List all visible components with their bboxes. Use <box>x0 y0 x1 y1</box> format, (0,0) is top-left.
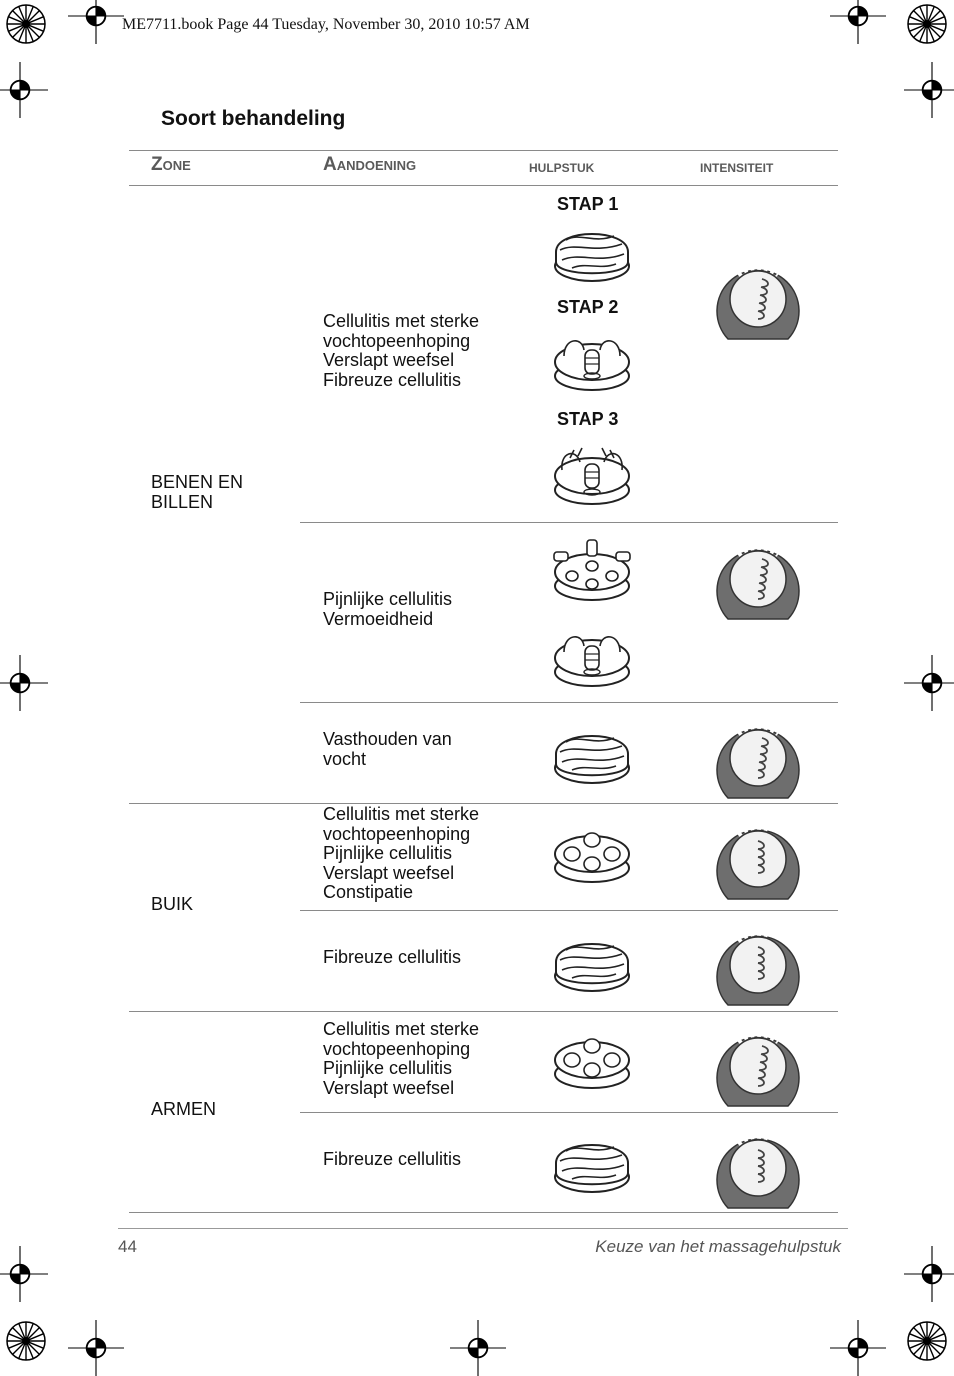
condition-benen-2: Pijnlijke cellulitis Vermoeidheid <box>323 589 453 629</box>
step-label-2: STAP 2 <box>557 297 619 317</box>
crop-registration-mark <box>68 1320 124 1376</box>
column-header-hulpstuk <box>529 157 594 177</box>
intensity-dial-icon <box>716 535 800 621</box>
intensity-dial-icon <box>716 921 800 1007</box>
row-divider <box>300 702 838 703</box>
dense-fingers-attachment-icon <box>552 440 632 506</box>
waves-attachment-icon <box>552 932 632 994</box>
waves-attachment-icon <box>552 724 632 786</box>
crop-registration-mark <box>0 655 48 711</box>
footer-rule <box>118 1228 848 1229</box>
condition-buik-2: Fibreuze cellulitis <box>323 947 462 967</box>
print-slug: ME7711.book Page 44 Tuesday, November 30, 2010 10:57 AM <box>122 16 530 33</box>
crop-registration-mark <box>904 655 954 711</box>
crop-registration-mark <box>450 1320 506 1376</box>
intensity-dial-icon <box>716 815 800 901</box>
row-divider <box>300 1112 838 1113</box>
zone-buik: BUIK <box>151 894 194 914</box>
color-star-mark <box>907 4 947 44</box>
color-star-mark <box>6 4 46 44</box>
table-top-rule <box>129 150 838 151</box>
waves-attachment-icon <box>552 222 632 284</box>
crop-registration-mark <box>830 0 886 44</box>
crop-registration-mark <box>904 1246 954 1302</box>
color-star-mark <box>6 1321 46 1361</box>
row-divider <box>300 910 838 911</box>
crop-registration-mark <box>904 62 954 118</box>
condition-armen-2: Fibreuze cellulitis <box>323 1149 462 1169</box>
intensity-dial-icon <box>716 1124 800 1210</box>
page-number: 44 <box>118 1237 137 1256</box>
fingers-attachment-icon <box>552 326 632 392</box>
section-title: Soort behandeling <box>161 107 346 130</box>
color-star-mark <box>907 1321 947 1361</box>
condition-benen-3: Vasthouden van vocht <box>323 729 452 769</box>
intensity-dial-icon <box>716 1022 800 1108</box>
fingers-attachment-icon <box>552 622 632 688</box>
waves-attachment-icon <box>552 1133 632 1195</box>
column-header-intensiteit <box>700 157 773 177</box>
table-bottom-rule <box>129 1212 838 1213</box>
zone-divider <box>129 803 838 804</box>
column-header-hulpstuk-label: hulpstuk <box>529 157 595 176</box>
condition-benen-1: Cellulitis met sterke vochtopeenhoping Verslapt weefsel Fibreuze cellulitis <box>323 311 480 390</box>
condition-armen-1: Cellulitis met sterke vochtopeenhoping Pijnlijke cellulitis Verslapt weefsel <box>323 1019 480 1098</box>
column-header-intensiteit-label: intensiteit <box>700 157 774 176</box>
balls-attachment-icon <box>552 1026 632 1092</box>
crop-registration-mark <box>830 1320 886 1376</box>
table-header-rule <box>129 185 838 186</box>
balls-attachment-icon <box>552 820 632 886</box>
step-label-1: STAP 1 <box>557 194 619 214</box>
column-header-aandoening: Aandoening <box>323 154 417 175</box>
crop-registration-mark <box>0 1246 48 1302</box>
intensity-dial-icon <box>716 255 800 341</box>
column-header-zone: Zone <box>151 154 191 175</box>
nubs-attachment-icon <box>552 538 632 604</box>
intensity-dial-icon <box>716 714 800 800</box>
chapter-title: Keuze van het massagehulpstuk <box>595 1237 841 1256</box>
crop-registration-mark <box>68 0 124 44</box>
condition-buik-1: Cellulitis met sterke vochtopeenhoping Pijnlijke cellulitis Verslapt weefsel Constipatie <box>323 804 480 902</box>
crop-registration-mark <box>0 62 48 118</box>
zone-divider <box>129 1011 838 1012</box>
zone-benen-en-billen: BENEN EN BILLEN <box>151 472 244 512</box>
zone-armen: ARMEN <box>151 1099 217 1119</box>
step-label-3: STAP 3 <box>557 409 619 429</box>
row-divider <box>300 522 838 523</box>
